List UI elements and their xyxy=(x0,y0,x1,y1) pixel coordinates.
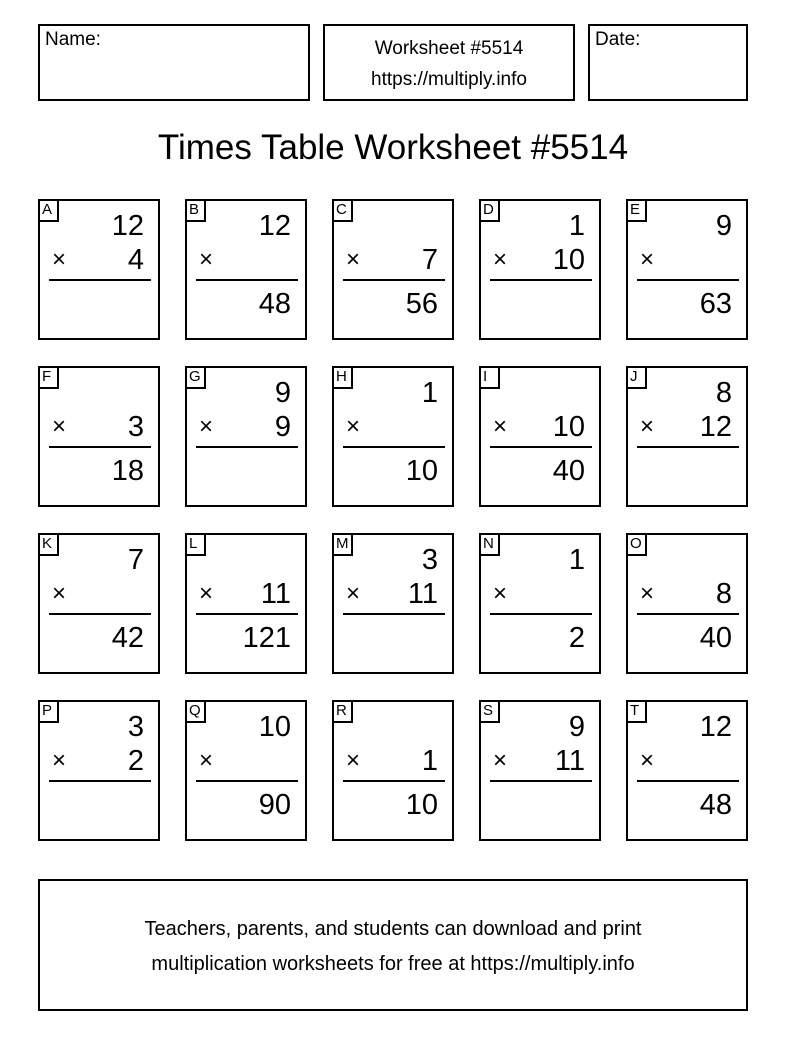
times-sign: × xyxy=(493,413,508,440)
times-sign: × xyxy=(52,413,67,440)
times-sign: × xyxy=(493,580,508,607)
problem-c xyxy=(332,199,454,340)
answer-line xyxy=(490,780,592,782)
answer-line xyxy=(49,279,151,281)
problem-letter: M xyxy=(334,535,353,556)
answer-line xyxy=(637,780,739,782)
problem-n xyxy=(479,533,601,674)
times-sign: × xyxy=(346,413,361,440)
problem-i xyxy=(479,366,601,507)
answer-line xyxy=(343,780,445,782)
times-sign: × xyxy=(493,246,508,273)
problem-letter: N xyxy=(481,535,500,556)
answer-line xyxy=(196,279,298,281)
times-sign: × xyxy=(199,580,214,607)
problem-e xyxy=(626,199,748,340)
answer-line xyxy=(343,613,445,615)
multiplicand: 12 xyxy=(258,210,291,242)
answer-line xyxy=(196,613,298,615)
problem-s xyxy=(479,700,601,841)
multiplier: 8 xyxy=(715,578,732,610)
worksheet-info-box xyxy=(323,24,575,101)
answer-line xyxy=(490,613,592,615)
multiplier: 11 xyxy=(407,578,438,610)
times-sign: × xyxy=(199,747,214,774)
problem-letter: F xyxy=(40,368,59,389)
problem-letter: B xyxy=(187,201,206,222)
problem-f xyxy=(38,366,160,507)
problem-letter: P xyxy=(40,702,59,723)
multiplicand: 10 xyxy=(258,711,291,743)
times-sign: × xyxy=(52,747,67,774)
answer-line xyxy=(49,613,151,615)
times-sign: × xyxy=(52,246,67,273)
multiplier: 11 xyxy=(554,745,585,777)
answer-line xyxy=(196,780,298,782)
multiplicand: 8 xyxy=(715,377,732,409)
problem-b xyxy=(185,199,307,340)
multiplicand: 9 xyxy=(568,711,585,743)
multiplicand: 12 xyxy=(111,210,144,242)
problem-letter: E xyxy=(628,201,647,222)
multiplier: 11 xyxy=(260,578,291,610)
multiplicand: 3 xyxy=(127,711,144,743)
times-sign: × xyxy=(493,747,508,774)
problem-m xyxy=(332,533,454,674)
problem-r xyxy=(332,700,454,841)
problem-h xyxy=(332,366,454,507)
product: 90 xyxy=(258,789,291,821)
problem-letter: L xyxy=(187,535,206,556)
problem-o xyxy=(626,533,748,674)
worksheet-url: https://multiply.info xyxy=(371,69,527,90)
multiplier: 1 xyxy=(421,745,438,777)
answer-line xyxy=(49,780,151,782)
problem-letter: D xyxy=(481,201,500,222)
answer-line xyxy=(196,446,298,448)
multiplicand: 9 xyxy=(274,377,291,409)
problem-letter: H xyxy=(334,368,353,389)
multiplier: 9 xyxy=(274,411,291,443)
name-label: Name: xyxy=(45,29,101,50)
multiplier: 2 xyxy=(127,745,144,777)
problem-letter: Q xyxy=(187,702,206,723)
problem-letter: J xyxy=(628,368,647,389)
problem-a xyxy=(38,199,160,340)
problem-d xyxy=(479,199,601,340)
multiplicand: 1 xyxy=(421,377,438,409)
answer-line xyxy=(343,446,445,448)
multiplicand: 3 xyxy=(421,544,438,576)
times-sign: × xyxy=(346,580,361,607)
date-label: Date: xyxy=(595,29,641,50)
times-sign: × xyxy=(346,246,361,273)
product: 18 xyxy=(111,455,144,487)
product: 10 xyxy=(405,789,438,821)
answer-line xyxy=(637,613,739,615)
times-sign: × xyxy=(640,246,655,273)
times-sign: × xyxy=(640,413,655,440)
times-sign: × xyxy=(199,413,214,440)
worksheet-number: Worksheet #5514 xyxy=(374,38,524,59)
multiplier: 3 xyxy=(127,411,144,443)
problem-letter: G xyxy=(187,368,206,389)
problem-q xyxy=(185,700,307,841)
times-sign: × xyxy=(640,747,655,774)
problem-t xyxy=(626,700,748,841)
problem-letter: C xyxy=(334,201,353,222)
date-box[interactable] xyxy=(588,24,748,101)
multiplicand: 7 xyxy=(127,544,144,576)
problem-l xyxy=(185,533,307,674)
product: 48 xyxy=(258,288,291,320)
times-sign: × xyxy=(346,747,361,774)
page-title: Times Table Worksheet #5514 xyxy=(157,128,629,167)
product: 10 xyxy=(405,455,438,487)
answer-line xyxy=(637,279,739,281)
answer-line xyxy=(49,446,151,448)
multiplicand: 1 xyxy=(568,544,585,576)
multiplicand: 12 xyxy=(699,711,732,743)
problem-letter: K xyxy=(40,535,59,556)
footer-line-2: multiplication worksheets for free at https://multiply.info xyxy=(151,953,635,975)
times-sign: × xyxy=(640,580,655,607)
multiplier: 10 xyxy=(552,411,585,443)
problem-g xyxy=(185,366,307,507)
answer-line xyxy=(343,279,445,281)
problem-letter: A xyxy=(40,201,59,222)
problem-letter: I xyxy=(481,368,500,389)
product: 48 xyxy=(699,789,732,821)
problem-letter: O xyxy=(628,535,647,556)
product: 2 xyxy=(568,622,585,654)
problem-letter: T xyxy=(628,702,647,723)
problem-letter: S xyxy=(481,702,500,723)
problem-k xyxy=(38,533,160,674)
times-sign: × xyxy=(199,246,214,273)
name-box[interactable] xyxy=(38,24,310,101)
multiplicand: 9 xyxy=(715,210,732,242)
product: 121 xyxy=(242,622,291,654)
product: 42 xyxy=(111,622,144,654)
answer-line xyxy=(490,446,592,448)
multiplier: 7 xyxy=(421,244,438,276)
answer-line xyxy=(637,446,739,448)
problem-j xyxy=(626,366,748,507)
product: 63 xyxy=(699,288,732,320)
multiplier: 12 xyxy=(699,411,732,443)
answer-line xyxy=(490,279,592,281)
footer-line-1: Teachers, parents, and students can download and print xyxy=(144,918,642,940)
multiplier: 4 xyxy=(127,244,144,276)
product: 56 xyxy=(405,288,438,320)
product: 40 xyxy=(552,455,585,487)
times-sign: × xyxy=(52,580,67,607)
problem-letter: R xyxy=(334,702,353,723)
multiplier: 10 xyxy=(552,244,585,276)
multiplicand: 1 xyxy=(568,210,585,242)
product: 40 xyxy=(699,622,732,654)
footer-box xyxy=(38,879,748,1011)
problem-p xyxy=(38,700,160,841)
